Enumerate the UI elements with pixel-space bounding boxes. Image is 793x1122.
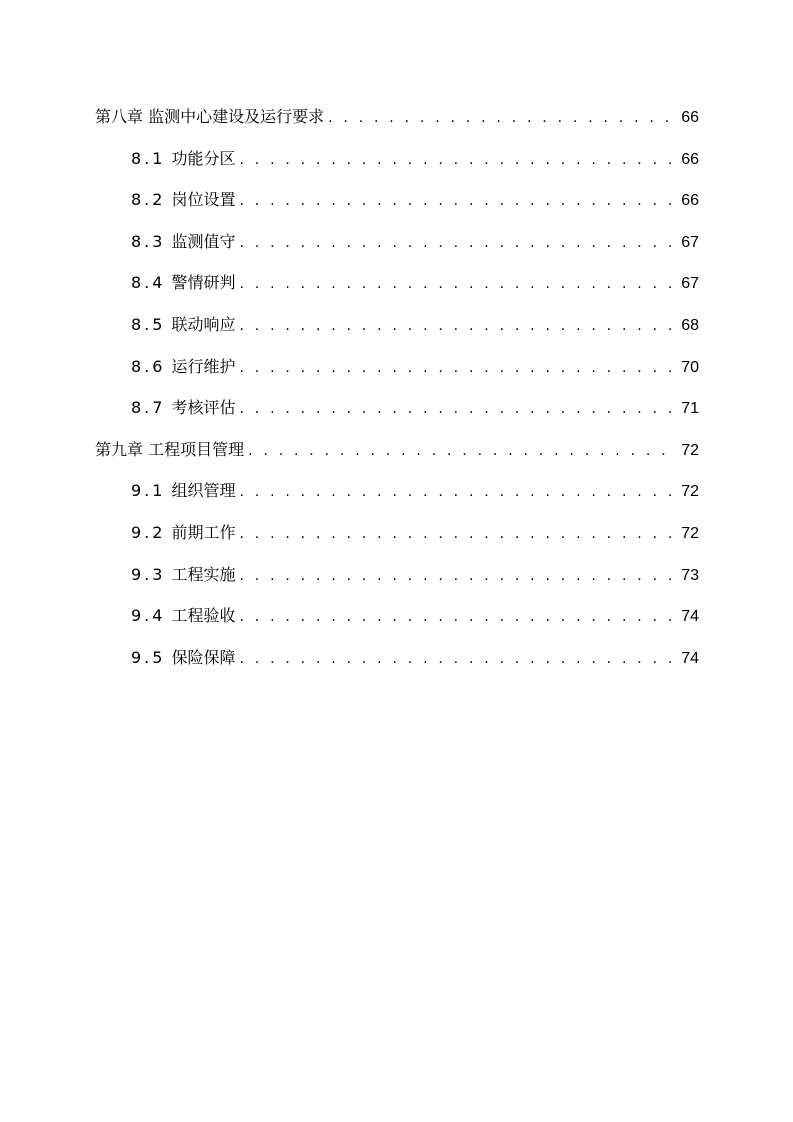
toc-entry-chapter-8[interactable] bbox=[95, 103, 699, 145]
toc-page-number: 67 bbox=[681, 275, 699, 293]
toc-section-number: 9.4 bbox=[131, 606, 166, 626]
toc-title: 工程验收 bbox=[171, 606, 236, 626]
toc-entry-9-4[interactable] bbox=[95, 602, 699, 644]
toc-entry-9-3[interactable] bbox=[95, 561, 699, 603]
toc-section-number: 8.6 bbox=[131, 356, 166, 376]
toc-title: 工程实施 bbox=[171, 564, 236, 584]
toc-leader-dots bbox=[239, 354, 675, 382]
toc-page-number: 66 bbox=[681, 192, 699, 210]
toc-page-number: 68 bbox=[681, 316, 699, 334]
toc-page-number: 74 bbox=[681, 649, 699, 667]
toc-section-number: 8.3 bbox=[131, 231, 166, 251]
toc-entry-9-2[interactable] bbox=[95, 519, 699, 561]
toc-section-number: 8.2 bbox=[131, 190, 166, 210]
toc-section-number: 8.5 bbox=[131, 314, 166, 334]
toc-page-number: 72 bbox=[681, 524, 699, 542]
toc-page-number: 70 bbox=[681, 358, 699, 376]
toc-leader-dots bbox=[328, 104, 675, 132]
toc-title: 岗位设置 bbox=[171, 190, 236, 210]
toc-title: 联动响应 bbox=[171, 314, 236, 334]
toc-section-number: 9.2 bbox=[131, 522, 166, 542]
toc-page-number: 72 bbox=[681, 441, 699, 459]
toc-entry-chapter-9[interactable] bbox=[95, 436, 699, 478]
toc-title: 第八章 监测中心建设及运行要求 bbox=[95, 107, 325, 126]
toc-page-number: 73 bbox=[681, 566, 699, 584]
toc-entry-8-1[interactable] bbox=[95, 145, 699, 187]
toc-section-number: 8.7 bbox=[131, 398, 166, 418]
toc-title: 第九章 工程项目管理 bbox=[95, 439, 245, 459]
toc-entry-8-2[interactable] bbox=[95, 186, 699, 228]
toc-title: 组织管理 bbox=[171, 481, 236, 501]
toc-title: 考核评估 bbox=[171, 398, 236, 418]
toc-leader-dots bbox=[239, 229, 675, 257]
toc-leader-dots bbox=[239, 187, 675, 215]
toc-title: 运行维护 bbox=[171, 356, 236, 376]
toc-section-number: 8.4 bbox=[131, 273, 166, 293]
toc-entry-8-5[interactable] bbox=[95, 311, 699, 353]
toc-page-number: 74 bbox=[681, 608, 699, 626]
toc-title: 警情研判 bbox=[171, 273, 236, 293]
toc-leader-dots bbox=[248, 437, 675, 465]
toc-title: 前期工作 bbox=[171, 522, 236, 542]
toc-title: 功能分区 bbox=[171, 148, 236, 168]
toc-page-number: 66 bbox=[681, 109, 699, 126]
toc-section-number: 9.3 bbox=[131, 564, 166, 584]
toc-section-number: 8.1 bbox=[131, 148, 166, 168]
toc-page-number: 72 bbox=[681, 483, 699, 501]
toc-entry-9-5[interactable] bbox=[95, 644, 699, 686]
table-of-contents bbox=[95, 103, 699, 685]
toc-entry-8-6[interactable] bbox=[95, 353, 699, 395]
toc-page-number: 67 bbox=[681, 233, 699, 251]
toc-leader-dots bbox=[239, 146, 675, 174]
toc-entry-9-1[interactable] bbox=[95, 477, 699, 519]
toc-leader-dots bbox=[239, 270, 675, 298]
toc-page-number: 71 bbox=[681, 400, 699, 418]
toc-leader-dots bbox=[239, 562, 675, 590]
toc-leader-dots bbox=[239, 312, 675, 340]
toc-section-number: 9.5 bbox=[131, 647, 166, 667]
toc-leader-dots bbox=[239, 395, 675, 423]
toc-leader-dots bbox=[239, 520, 675, 548]
toc-section-number: 9.1 bbox=[131, 481, 166, 501]
toc-leader-dots bbox=[239, 478, 675, 506]
toc-entry-8-3[interactable] bbox=[95, 228, 699, 270]
toc-title: 保险保障 bbox=[171, 647, 236, 667]
toc-leader-dots bbox=[239, 603, 675, 631]
toc-entry-8-4[interactable] bbox=[95, 269, 699, 311]
toc-entry-8-7[interactable] bbox=[95, 394, 699, 436]
toc-title: 监测值守 bbox=[171, 231, 236, 251]
toc-page-number: 66 bbox=[681, 150, 699, 168]
toc-leader-dots bbox=[239, 645, 675, 673]
